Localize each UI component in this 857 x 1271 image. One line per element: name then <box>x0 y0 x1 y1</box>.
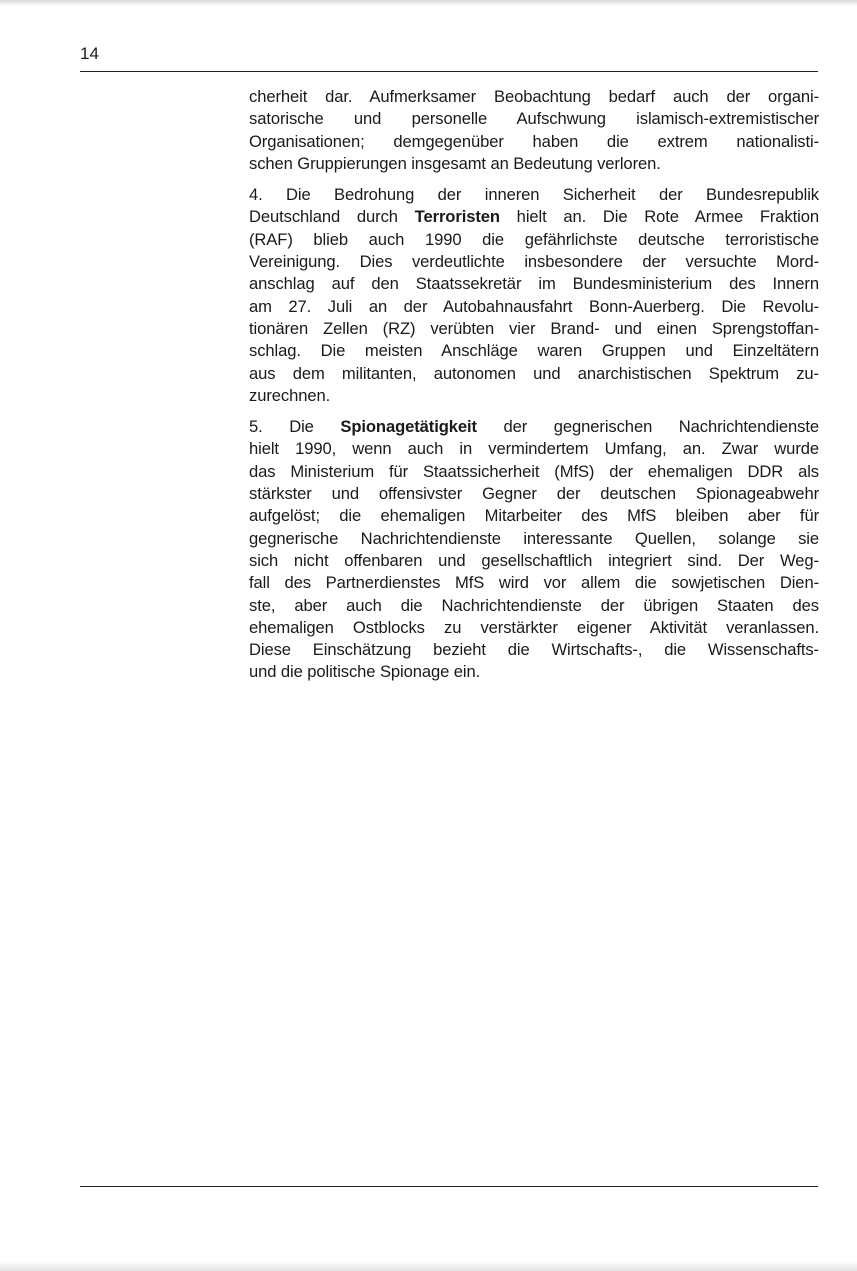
text-line: ste, aber auch die Nachrichtendienste der übrigen Staaten des <box>249 595 819 615</box>
bold-term: Spionagetätigkeit <box>340 417 477 437</box>
text-line: fall des Partnerdienstes MfS wird vor allem die sowjetischen Dien- <box>249 573 819 593</box>
text-line: zurechnen. <box>249 385 331 405</box>
text-run: hielt an. Die Rote Armee Fraktion <box>499 207 819 227</box>
text-line: satorische und personelle Aufschwung islamisch-extremistischer <box>249 109 819 129</box>
text-line: am 27. Juli an der Autobahnausfahrt Bonn-Auerberg. Die Revolu- <box>249 296 819 316</box>
text-line: anschlag auf den Staatssekretär im Bundesministerium des Innern <box>249 274 819 294</box>
scan-bottom-shadow <box>0 1261 857 1271</box>
text-line: sich nicht offenbaren und gesellschaftlich integriert sind. Der Weg- <box>249 550 819 570</box>
text-line: aus dem militanten, autonomen und anarchistischen Spektrum zu- <box>249 363 819 383</box>
text-run: der gegnerischen Nachrichtendienste <box>476 417 820 437</box>
text-line: stärkster und offensivster Gegner der deutschen Spionageabwehr <box>249 484 819 504</box>
text-line: ehemaligen Ostblocks zu verstärkter eigener Aktivität veranlassen. <box>249 617 819 637</box>
text-line: Vereinigung. Dies verdeutlichte insbesondere der versuchte Mord- <box>249 252 819 272</box>
text-line <box>249 416 819 438</box>
text-line <box>249 206 819 228</box>
footer-rule <box>80 1186 818 1187</box>
page-number: 14 <box>80 44 99 63</box>
text-line: Organisationen; demgegenüber haben die extrem nationalisti- <box>249 131 819 151</box>
scan-top-shadow <box>0 0 857 6</box>
paragraph <box>249 86 819 175</box>
text-line: hielt 1990, wenn auch in vermindertem Umfang, an. Zwar wurde <box>249 439 819 459</box>
text-line: Diese Einschätzung bezieht die Wirtschafts-, die Wissenschafts- <box>249 640 819 660</box>
text-line: 4. Die Bedrohung der inneren Sicherheit der Bundesrepublik <box>249 185 819 205</box>
text-line: und die politische Spionage ein. <box>249 662 481 682</box>
text-line: schlag. Die meisten Anschläge waren Gruppen und Einzeltätern <box>249 341 819 361</box>
paragraph <box>249 184 819 407</box>
text-line: aufgelöst; die ehemaligen Mitarbeiter des MfS bleiben aber für <box>249 506 819 526</box>
text-run: 5. Die <box>249 417 341 437</box>
text-run: Deutschland durch <box>249 207 415 227</box>
bold-term: Terroristen <box>414 207 500 227</box>
body-text <box>249 86 819 693</box>
paragraph <box>249 416 819 684</box>
text-line: gegnerische Nachrichtendienste interessante Quellen, solange sie <box>249 528 819 548</box>
text-line: schen Gruppierungen insgesamt an Bedeutung verloren. <box>249 153 661 173</box>
text-line: (RAF) blieb auch 1990 die gefährlichste deutsche terroristische <box>249 229 819 249</box>
text-line: das Ministerium für Staatssicherheit (MfS) der ehemaligen DDR als <box>249 461 819 481</box>
text-line: cherheit dar. Aufmerksamer Beobachtung bedarf auch der organi- <box>249 87 819 106</box>
text-line: tionären Zellen (RZ) verübten vier Brand- und einen Sprengstoffan- <box>249 318 819 338</box>
header-rule <box>80 71 818 72</box>
